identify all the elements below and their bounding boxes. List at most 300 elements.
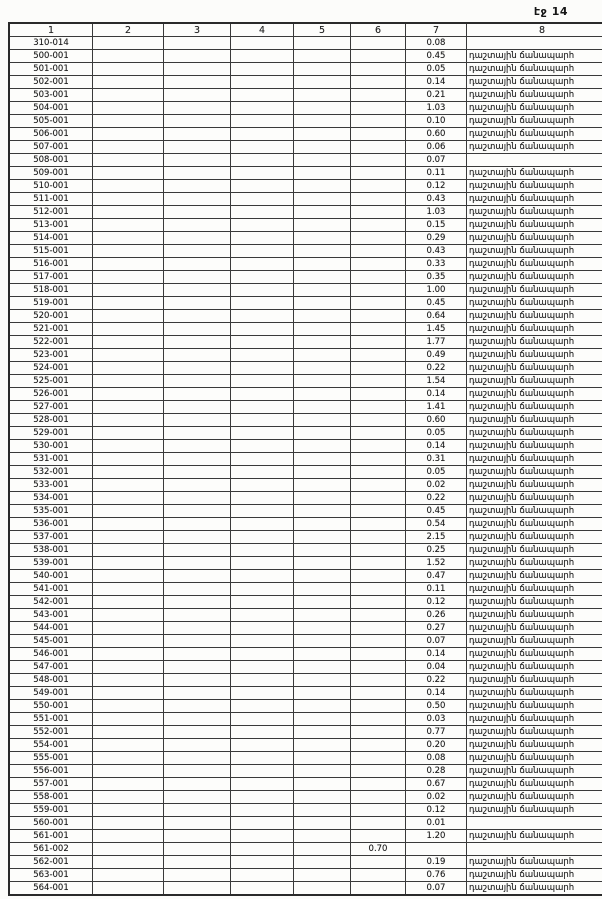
road-register-table [8, 22, 602, 896]
table-row [9, 310, 602, 323]
value-col7-cell: 0.43 [406, 193, 467, 206]
column-header-6: 6 [351, 23, 406, 37]
road-name-cell: դաշտային ճանապարհ [467, 362, 602, 375]
value-col6-cell [351, 167, 406, 180]
table-row [9, 687, 602, 700]
cell-col4 [231, 128, 294, 141]
value-col6-cell [351, 687, 406, 700]
cell-col5 [294, 843, 351, 856]
cell-col3 [164, 466, 231, 479]
cell-col4 [231, 869, 294, 882]
code-cell: 511-001 [9, 193, 93, 206]
cell-col5 [294, 63, 351, 76]
cell-col3 [164, 453, 231, 466]
cell-col5 [294, 167, 351, 180]
road-name-cell: դաշտային ճանապարհ [467, 76, 602, 89]
value-col6-cell [351, 583, 406, 596]
value-col7-cell: 0.50 [406, 700, 467, 713]
cell-col2 [93, 479, 164, 492]
cell-col2 [93, 830, 164, 843]
road-name-cell: դաշտային ճանապարհ [467, 700, 602, 713]
value-col7-cell: 0.14 [406, 388, 467, 401]
table-row [9, 492, 602, 505]
cell-col4 [231, 583, 294, 596]
cell-col5 [294, 453, 351, 466]
value-col6-cell [351, 531, 406, 544]
road-name-cell: դաշտային ճանապարհ [467, 544, 602, 557]
value-col7-cell: 0.07 [406, 882, 467, 896]
cell-col3 [164, 544, 231, 557]
code-cell: 518-001 [9, 284, 93, 297]
road-name-cell: դաշտային ճանապարհ [467, 791, 602, 804]
value-col6-cell [351, 726, 406, 739]
code-cell: 530-001 [9, 440, 93, 453]
code-cell: 543-001 [9, 609, 93, 622]
cell-col2 [93, 336, 164, 349]
cell-col5 [294, 284, 351, 297]
road-name-cell: դաշտային ճանապարհ [467, 323, 602, 336]
table-row [9, 570, 602, 583]
cell-col2 [93, 804, 164, 817]
value-col7-cell: 0.54 [406, 518, 467, 531]
cell-col5 [294, 310, 351, 323]
cell-col4 [231, 193, 294, 206]
cell-col4 [231, 674, 294, 687]
code-cell: 546-001 [9, 648, 93, 661]
code-cell: 557-001 [9, 778, 93, 791]
road-name-cell: դաշտային ճանապարհ [467, 349, 602, 362]
cell-col2 [93, 193, 164, 206]
cell-col4 [231, 63, 294, 76]
cell-col2 [93, 596, 164, 609]
value-col7-cell: 0.45 [406, 50, 467, 63]
column-header-1: 1 [9, 23, 93, 37]
value-col6-cell [351, 557, 406, 570]
cell-col3 [164, 648, 231, 661]
cell-col5 [294, 349, 351, 362]
code-cell: 560-001 [9, 817, 93, 830]
code-cell: 541-001 [9, 583, 93, 596]
cell-col4 [231, 635, 294, 648]
cell-col4 [231, 726, 294, 739]
cell-col4 [231, 531, 294, 544]
column-header-3: 3 [164, 23, 231, 37]
cell-col4 [231, 401, 294, 414]
cell-col5 [294, 531, 351, 544]
value-col7-cell: 0.45 [406, 505, 467, 518]
cell-col3 [164, 128, 231, 141]
cell-col4 [231, 687, 294, 700]
cell-col2 [93, 63, 164, 76]
cell-col3 [164, 804, 231, 817]
road-name-cell: դաշտային ճանապարհ [467, 635, 602, 648]
cell-col2 [93, 570, 164, 583]
value-col7-cell: 0.03 [406, 713, 467, 726]
value-col6-cell [351, 141, 406, 154]
road-name-cell: դաշտային ճանապարհ [467, 401, 602, 414]
cell-col2 [93, 674, 164, 687]
cell-col2 [93, 817, 164, 830]
value-col6-cell [351, 63, 406, 76]
cell-col4 [231, 414, 294, 427]
cell-col5 [294, 661, 351, 674]
road-name-cell: դաշտային ճանապարհ [467, 167, 602, 180]
cell-col2 [93, 648, 164, 661]
value-col7-cell: 0.08 [406, 752, 467, 765]
value-col6-cell: 0.70 [351, 843, 406, 856]
cell-col3 [164, 388, 231, 401]
road-name-cell: դաշտային ճանապարհ [467, 557, 602, 570]
cell-col3 [164, 479, 231, 492]
code-cell: 528-001 [9, 414, 93, 427]
cell-col4 [231, 232, 294, 245]
value-col7-cell: 0.22 [406, 674, 467, 687]
value-col6-cell [351, 128, 406, 141]
value-col7-cell: 0.12 [406, 180, 467, 193]
table-row [9, 323, 602, 336]
cell-col2 [93, 388, 164, 401]
cell-col5 [294, 258, 351, 271]
table-row [9, 89, 602, 102]
value-col7-cell: 0.43 [406, 245, 467, 258]
road-name-cell: դաշտային ճանապարհ [467, 232, 602, 245]
table-row [9, 882, 602, 896]
cell-col5 [294, 479, 351, 492]
cell-col5 [294, 739, 351, 752]
cell-col2 [93, 375, 164, 388]
cell-col2 [93, 206, 164, 219]
code-cell: 564-001 [9, 882, 93, 896]
road-name-cell: դաշտային ճանապարհ [467, 297, 602, 310]
value-col6-cell [351, 232, 406, 245]
road-name-cell: դաշտային ճանապարհ [467, 648, 602, 661]
cell-col5 [294, 726, 351, 739]
value-col6-cell [351, 297, 406, 310]
cell-col3 [164, 401, 231, 414]
cell-col5 [294, 427, 351, 440]
cell-col5 [294, 414, 351, 427]
code-cell: 538-001 [9, 544, 93, 557]
table-row [9, 505, 602, 518]
cell-col2 [93, 414, 164, 427]
cell-col4 [231, 791, 294, 804]
value-col7-cell: 0.07 [406, 635, 467, 648]
value-col7-cell: 0.21 [406, 89, 467, 102]
value-col6-cell [351, 518, 406, 531]
table-row [9, 713, 602, 726]
road-name-cell: դաշտային ճանապարհ [467, 388, 602, 401]
table-row [9, 245, 602, 258]
road-name-cell: դաշտային ճանապարհ [467, 336, 602, 349]
code-cell: 513-001 [9, 219, 93, 232]
cell-col2 [93, 583, 164, 596]
cell-col4 [231, 115, 294, 128]
road-name-cell: դաշտային ճանապարհ [467, 115, 602, 128]
table-row [9, 635, 602, 648]
value-col7-cell: 0.26 [406, 609, 467, 622]
cell-col4 [231, 167, 294, 180]
value-col7-cell: 0.76 [406, 869, 467, 882]
road-name-cell: դաշտային ճանապարհ [467, 219, 602, 232]
value-col6-cell [351, 713, 406, 726]
cell-col5 [294, 141, 351, 154]
value-col7-cell: 0.22 [406, 362, 467, 375]
cell-col5 [294, 89, 351, 102]
table-row [9, 284, 602, 297]
road-name-cell: դաշտային ճանապարհ [467, 180, 602, 193]
code-cell: 523-001 [9, 349, 93, 362]
cell-col2 [93, 141, 164, 154]
code-cell: 535-001 [9, 505, 93, 518]
road-name-cell: դաշտային ճանապարհ [467, 765, 602, 778]
cell-col5 [294, 180, 351, 193]
code-cell: 551-001 [9, 713, 93, 726]
cell-col3 [164, 518, 231, 531]
road-name-cell: դաշտային ճանապարհ [467, 453, 602, 466]
cell-col3 [164, 284, 231, 297]
cell-col2 [93, 661, 164, 674]
cell-col5 [294, 830, 351, 843]
cell-col2 [93, 349, 164, 362]
cell-col3 [164, 232, 231, 245]
table-row [9, 596, 602, 609]
code-cell: 563-001 [9, 869, 93, 882]
cell-col5 [294, 115, 351, 128]
table-row [9, 440, 602, 453]
value-col6-cell [351, 570, 406, 583]
cell-col5 [294, 154, 351, 167]
code-cell: 536-001 [9, 518, 93, 531]
value-col6-cell [351, 102, 406, 115]
value-col7-cell: 0.12 [406, 804, 467, 817]
road-name-cell: դաշտային ճանապարհ [467, 89, 602, 102]
cell-col2 [93, 752, 164, 765]
cell-col3 [164, 362, 231, 375]
code-cell: 501-001 [9, 63, 93, 76]
cell-col2 [93, 778, 164, 791]
cell-col2 [93, 154, 164, 167]
table-row [9, 674, 602, 687]
cell-col3 [164, 297, 231, 310]
cell-col4 [231, 843, 294, 856]
cell-col4 [231, 180, 294, 193]
cell-col3 [164, 427, 231, 440]
table-row [9, 557, 602, 570]
cell-col4 [231, 765, 294, 778]
cell-col4 [231, 76, 294, 89]
code-cell: 521-001 [9, 323, 93, 336]
cell-col3 [164, 843, 231, 856]
code-cell: 549-001 [9, 687, 93, 700]
cell-col4 [231, 349, 294, 362]
cell-col2 [93, 557, 164, 570]
code-cell: 522-001 [9, 336, 93, 349]
table-row [9, 76, 602, 89]
cell-col2 [93, 492, 164, 505]
cell-col4 [231, 271, 294, 284]
cell-col4 [231, 856, 294, 869]
value-col6-cell [351, 245, 406, 258]
road-name-cell: դաշտային ճանապարհ [467, 50, 602, 63]
cell-col5 [294, 713, 351, 726]
code-cell: 517-001 [9, 271, 93, 284]
value-col6-cell [351, 492, 406, 505]
code-cell: 531-001 [9, 453, 93, 466]
cell-col5 [294, 193, 351, 206]
road-name-cell: դաշտային ճանապարհ [467, 479, 602, 492]
table-row [9, 479, 602, 492]
code-cell: 516-001 [9, 258, 93, 271]
table-row [9, 518, 602, 531]
cell-col4 [231, 89, 294, 102]
cell-col3 [164, 726, 231, 739]
table-row [9, 401, 602, 414]
value-col6-cell [351, 310, 406, 323]
table-row [9, 661, 602, 674]
table-row [9, 115, 602, 128]
road-name-cell: դաշտային ճանապարհ [467, 856, 602, 869]
cell-col4 [231, 37, 294, 50]
code-cell: 503-001 [9, 89, 93, 102]
value-col6-cell [351, 414, 406, 427]
code-cell: 562-001 [9, 856, 93, 869]
value-col7-cell: 0.04 [406, 661, 467, 674]
cell-col5 [294, 232, 351, 245]
value-col6-cell [351, 401, 406, 414]
table-row [9, 648, 602, 661]
table-row [9, 544, 602, 557]
value-col6-cell [351, 596, 406, 609]
road-name-cell: դաշտային ճանապարհ [467, 375, 602, 388]
value-col6-cell [351, 622, 406, 635]
value-col7-cell: 0.14 [406, 687, 467, 700]
value-col6-cell [351, 778, 406, 791]
value-col6-cell [351, 115, 406, 128]
cell-col4 [231, 882, 294, 896]
cell-col3 [164, 583, 231, 596]
table-row [9, 258, 602, 271]
road-name-cell: դաշտային ճանապարհ [467, 206, 602, 219]
header-row [9, 23, 602, 37]
cell-col2 [93, 505, 164, 518]
value-col6-cell [351, 869, 406, 882]
cell-col5 [294, 557, 351, 570]
table-row [9, 167, 602, 180]
cell-col5 [294, 687, 351, 700]
road-name-cell: դաշտային ճանապարհ [467, 245, 602, 258]
value-col7-cell: 0.60 [406, 128, 467, 141]
code-cell: 547-001 [9, 661, 93, 674]
cell-col4 [231, 596, 294, 609]
table-row [9, 154, 602, 167]
cell-col3 [164, 50, 231, 63]
value-col6-cell [351, 466, 406, 479]
code-cell: 527-001 [9, 401, 93, 414]
value-col7-cell: 1.03 [406, 102, 467, 115]
value-col7-cell: 0.06 [406, 141, 467, 154]
cell-col2 [93, 765, 164, 778]
value-col6-cell [351, 674, 406, 687]
value-col7-cell: 0.12 [406, 596, 467, 609]
value-col7-cell: 0.07 [406, 154, 467, 167]
road-name-cell: դաշտային ճանապարհ [467, 193, 602, 206]
cell-col3 [164, 245, 231, 258]
code-cell: 526-001 [9, 388, 93, 401]
cell-col2 [93, 232, 164, 245]
code-cell: 510-001 [9, 180, 93, 193]
code-cell: 532-001 [9, 466, 93, 479]
value-col7-cell: 0.08 [406, 37, 467, 50]
cell-col3 [164, 206, 231, 219]
cell-col4 [231, 440, 294, 453]
cell-col3 [164, 219, 231, 232]
table-row [9, 50, 602, 63]
cell-col4 [231, 739, 294, 752]
code-cell: 550-001 [9, 700, 93, 713]
road-name-cell [467, 154, 602, 167]
cell-col3 [164, 635, 231, 648]
road-name-cell: դաշտային ճանապարհ [467, 531, 602, 544]
cell-col4 [231, 661, 294, 674]
cell-col4 [231, 50, 294, 63]
road-name-cell: դաշտային ճանապարհ [467, 778, 602, 791]
value-col7-cell: 0.02 [406, 791, 467, 804]
cell-col3 [164, 63, 231, 76]
value-col6-cell [351, 752, 406, 765]
road-name-cell: դաշտային ճանապարհ [467, 271, 602, 284]
table-row [9, 765, 602, 778]
value-col6-cell [351, 219, 406, 232]
value-col7-cell: 1.77 [406, 336, 467, 349]
value-col6-cell [351, 804, 406, 817]
cell-col5 [294, 856, 351, 869]
table-row [9, 622, 602, 635]
value-col7-cell: 1.00 [406, 284, 467, 297]
cell-col3 [164, 882, 231, 896]
value-col7-cell: 1.41 [406, 401, 467, 414]
value-col6-cell [351, 258, 406, 271]
cell-col3 [164, 154, 231, 167]
cell-col5 [294, 388, 351, 401]
cell-col4 [231, 427, 294, 440]
code-cell: 500-001 [9, 50, 93, 63]
table-row [9, 427, 602, 440]
cell-col2 [93, 791, 164, 804]
cell-col4 [231, 752, 294, 765]
value-col6-cell [351, 193, 406, 206]
road-name-cell: դաշտային ճանապարհ [467, 661, 602, 674]
code-cell: 556-001 [9, 765, 93, 778]
cell-col2 [93, 427, 164, 440]
value-col6-cell [351, 609, 406, 622]
cell-col3 [164, 869, 231, 882]
table-row [9, 349, 602, 362]
value-col7-cell: 0.05 [406, 466, 467, 479]
cell-col3 [164, 37, 231, 50]
value-col7-cell: 0.27 [406, 622, 467, 635]
cell-col5 [294, 505, 351, 518]
value-col6-cell [351, 882, 406, 896]
value-col6-cell [351, 817, 406, 830]
code-cell: 524-001 [9, 362, 93, 375]
value-col7-cell: 0.14 [406, 76, 467, 89]
cell-col5 [294, 297, 351, 310]
cell-col3 [164, 531, 231, 544]
column-header-5: 5 [294, 23, 351, 37]
table-row [9, 531, 602, 544]
cell-col4 [231, 323, 294, 336]
cell-col5 [294, 50, 351, 63]
